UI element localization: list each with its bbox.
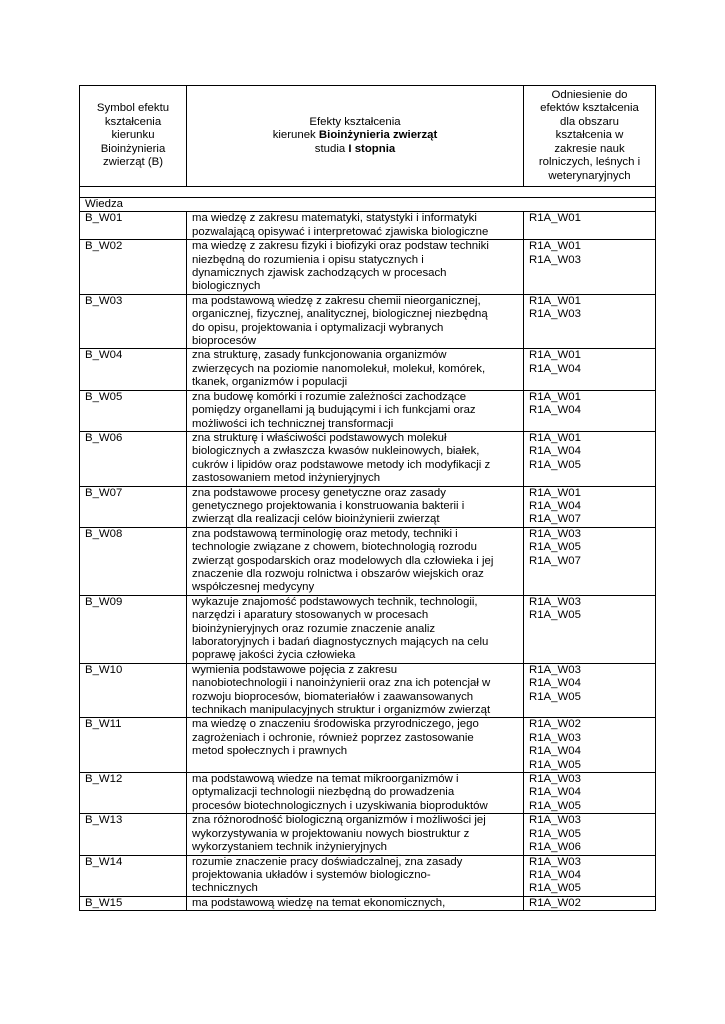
description-line: technikach manipulacyjnych struktur i organizmów zwierząt [192, 704, 491, 717]
description-line: optymalizacji technologii niezbędną do prowadzenia [192, 786, 455, 799]
reference-code: R1A_W03 [529, 663, 581, 676]
reference-code: R1A_W05 [529, 758, 581, 771]
outcome-code: B_W14 [80, 855, 187, 896]
description-line: nanobiotechnologii i nanoinżynierii oraz zna ich potencjał w [192, 677, 491, 690]
description-line: zna podstawową terminologię oraz metody, techniki i [192, 527, 458, 540]
table-row [80, 595, 656, 663]
description-line: niezbędną do rozumienia i opisu statycznych i [192, 253, 424, 266]
reference-code: R1A_W04 [529, 362, 581, 375]
reference-code: R1A_W05 [529, 458, 581, 471]
description-line: ma wiedzę z zakresu fizyki i biofizyki oraz podstaw techniki [192, 240, 489, 253]
description-line: organicznej, fizycznej, analitycznej, biologicznej niezbędną [192, 308, 488, 321]
description-line: ma podstawową wiedzę na temat ekonomicznych, [192, 896, 446, 909]
description-line: zagrożeniach i ochronie, również poprzez zastosowanie [192, 731, 474, 744]
table-row [80, 855, 656, 896]
outcome-code: B_W12 [80, 773, 187, 814]
effects-header-level [190, 143, 520, 156]
program-name: Bioinżynieria zwierząt [318, 129, 438, 142]
reference-code: R1A_W04 [529, 445, 581, 458]
description-line: rozwoju bioprocesów, biomateriałów i zaawansowanych [192, 690, 474, 703]
outcome-description [187, 855, 524, 896]
reference-code: R1A_W04 [529, 404, 581, 417]
outcome-description [187, 773, 524, 814]
reference-header-line: weterynaryjnych [548, 169, 631, 182]
reference-code: R1A_W02 [529, 896, 581, 909]
description-line: wymienia podstawowe pojęcia z zakresu [192, 663, 398, 676]
outcome-references [524, 595, 656, 663]
reference-header-line: zakresie nauk [554, 142, 625, 155]
description-line: procesów biotechnologicznych i uzyskiwania bioproduktów [192, 799, 488, 812]
reference-code: R1A_W04 [529, 786, 581, 799]
description-line: pozwalającą opisywać i interpretować zjawiska biologiczne [192, 225, 489, 238]
reference-code: R1A_W04 [529, 868, 581, 881]
reference-code: R1A_W05 [529, 609, 581, 622]
outcome-references [524, 663, 656, 718]
outcome-description [187, 663, 524, 718]
outcome-description [187, 212, 524, 240]
symbol-header-line: zwierząt (B) [102, 156, 164, 169]
description-line: zwierząt gospodarskich oraz modelowych dla człowieka i jej [192, 554, 494, 567]
table-row [80, 294, 656, 349]
reference-code: R1A_W01 [529, 486, 581, 499]
level-prefix: studia [314, 142, 349, 155]
outcome-references [524, 814, 656, 855]
reference-header-line: kształcenia w [555, 129, 624, 142]
table-row [80, 814, 656, 855]
symbol-column-header [80, 86, 187, 187]
header-row [80, 86, 656, 187]
outcome-references [524, 527, 656, 595]
table-row [80, 349, 656, 390]
table-row [80, 718, 656, 773]
outcome-references [524, 212, 656, 240]
reference-code: R1A_W03 [529, 814, 581, 827]
description-line: zna podstawowe procesy genetyczne oraz zasady [192, 486, 446, 499]
reference-code: R1A_W05 [529, 882, 581, 895]
reference-code: R1A_W03 [529, 308, 581, 321]
reference-header-line: dla obszaru [560, 115, 619, 128]
reference-code: R1A_W04 [529, 499, 581, 512]
table-row [80, 240, 656, 295]
reference-code: R1A_W07 [529, 554, 581, 567]
outcome-code: B_W10 [80, 663, 187, 718]
description-line: do opisu, projektowania i optymalizacji wybranych [192, 321, 444, 334]
outcome-code: B_W07 [80, 486, 187, 527]
outcome-references [524, 390, 656, 431]
reference-code: R1A_W01 [529, 212, 581, 225]
description-line: poprawę jakości życia człowieka [192, 649, 356, 662]
table-body [80, 187, 656, 911]
description-line: zna różnorodność biologiczną organizmów i możliwości jej [192, 814, 486, 827]
outcome-code: B_W05 [80, 390, 187, 431]
table-row [80, 663, 656, 718]
spacer-cell [80, 187, 656, 198]
outcome-description [187, 349, 524, 390]
symbol-header-line: kształcenia [104, 115, 162, 128]
description-line: metod społecznych i prawnych [192, 745, 348, 758]
outcome-references [524, 431, 656, 486]
description-line: rozumie znaczenie pracy doświadczalnej, zna zasady [192, 855, 463, 868]
outcome-references [524, 896, 656, 910]
outcome-description [187, 240, 524, 295]
symbol-header-line: Symbol efektu [96, 102, 170, 115]
reference-header-line: efektów kształcenia [540, 102, 639, 115]
description-line: tkanek, organizmów i populacji [192, 376, 348, 389]
description-line: możliwości ich technicznej transformacji [192, 417, 394, 430]
outcome-references [524, 240, 656, 295]
outcome-references [524, 349, 656, 390]
reference-code: R1A_W01 [529, 294, 581, 307]
description-line: wykorzystaniem technik inżynieryjnych [192, 841, 387, 854]
description-line: znaczenie dla rozwoju rolnictwa i obszarów wiejskich oraz [192, 567, 484, 580]
description-line: zastosowaniem metod inżynieryjnych [192, 472, 381, 485]
outcome-references [524, 855, 656, 896]
description-line: pomiędzy organellami ją budującymi i ich funkcjami oraz [192, 404, 476, 417]
outcome-description [187, 896, 524, 910]
outcome-description [187, 814, 524, 855]
effects-header-title: Efekty kształcenia [309, 115, 401, 128]
outcome-code: B_W03 [80, 294, 187, 349]
section-title: Wiedza [80, 198, 656, 212]
outcome-references [524, 773, 656, 814]
outcome-references [524, 294, 656, 349]
description-line: zwierzęcych na poziomie nanomolekuł, molekuł, komórek, [192, 362, 486, 375]
reference-header-line: rolniczych, leśnych i [538, 156, 641, 169]
description-line: biologicznych [192, 280, 261, 293]
outcome-code: B_W08 [80, 527, 187, 595]
description-line: wykorzystywania w projektowaniu nowych biostruktur z [192, 827, 470, 840]
reference-code: R1A_W03 [529, 595, 581, 608]
description-line: technicznych [192, 882, 258, 895]
description-line: genetycznego projektowania i konstruowania bakterii i [192, 499, 465, 512]
reference-code: R1A_W01 [529, 240, 581, 253]
symbol-header-line: kierunku [111, 129, 155, 142]
reference-code: R1A_W04 [529, 745, 581, 758]
level-name: I stopnia [348, 142, 396, 155]
table-row [80, 527, 656, 595]
description-line: bioprocesów [192, 335, 256, 348]
reference-header-line: Odniesienie do [551, 89, 628, 102]
reference-code: R1A_W05 [529, 541, 581, 554]
outcome-code: B_W02 [80, 240, 187, 295]
description-line: współczesnej medycyny [192, 581, 315, 594]
table-row [80, 390, 656, 431]
spacer-row [80, 187, 656, 198]
table-row [80, 773, 656, 814]
reference-code: R1A_W03 [529, 253, 581, 266]
outcome-references [524, 486, 656, 527]
reference-code: R1A_W04 [529, 677, 581, 690]
reference-column-header [524, 86, 656, 187]
description-line: ma podstawową wiedzę z zakresu chemii nieorganicznej, [192, 294, 481, 307]
description-line: zna strukturę i właściwości podstawowych molekuł [192, 431, 447, 444]
outcome-description [187, 527, 524, 595]
outcome-description [187, 294, 524, 349]
outcome-code: B_W01 [80, 212, 187, 240]
reference-code: R1A_W06 [529, 841, 581, 854]
outcome-description [187, 718, 524, 773]
program-prefix: kierunek [272, 129, 319, 142]
outcome-code: B_W06 [80, 431, 187, 486]
reference-code: R1A_W07 [529, 513, 581, 526]
description-line: bioinżynieryjnych oraz rozumie znaczenie analiz [192, 622, 436, 635]
description-line: zna budowę komórki i rozumie zależności zachodzące [192, 390, 467, 403]
reference-code: R1A_W03 [529, 731, 581, 744]
reference-code: R1A_W01 [529, 431, 581, 444]
outcome-code: B_W11 [80, 718, 187, 773]
outcome-code: B_W15 [80, 896, 187, 910]
description-line: narzędzi i aparatury stosowanych w procesach [192, 609, 429, 622]
section-row [80, 198, 656, 212]
effects-header-program [190, 129, 520, 142]
description-line: wykazuje znajomość podstawowych technik, technologii, [192, 595, 478, 608]
description-line: ma wiedzę o znaczeniu środowiska przyrodniczego, jego [192, 718, 479, 731]
description-line: zna strukturę, zasady funkcjonowania organizmów [192, 349, 447, 362]
description-line: dynamicznych zjawisk zachodzących w procesach [192, 267, 447, 280]
outcome-code: B_W04 [80, 349, 187, 390]
reference-code: R1A_W03 [529, 773, 581, 786]
reference-code: R1A_W03 [529, 527, 581, 540]
outcome-description [187, 595, 524, 663]
description-line: projektowania układów i systemów biologiczno- [192, 868, 431, 881]
description-line: technologie związane z chowem, biotechnologią rozrodu [192, 541, 477, 554]
reference-code: R1A_W02 [529, 718, 581, 731]
symbol-header-line: Bioinżynieria [100, 142, 166, 155]
learning-outcomes-table [79, 85, 656, 911]
outcome-code: B_W09 [80, 595, 187, 663]
outcome-code: B_W13 [80, 814, 187, 855]
reference-code: R1A_W01 [529, 349, 581, 362]
outcome-description [187, 390, 524, 431]
outcome-references [524, 718, 656, 773]
reference-code: R1A_W05 [529, 690, 581, 703]
description-line: ma podstawową wiedze na temat mikroorganizmów i [192, 773, 459, 786]
reference-code: R1A_W01 [529, 390, 581, 403]
description-line: laboratoryjnych i badań diagnostycznych mających na celu [192, 636, 489, 648]
description-line: ma wiedzę z zakresu matematyki, statystyki i informatyki [192, 212, 477, 225]
reference-code: R1A_W05 [529, 827, 581, 840]
outcome-description [187, 431, 524, 486]
outcome-description [187, 486, 524, 527]
description-line: cukrów i lipidów oraz podstawowe metody ich modyfikacji z [192, 458, 491, 471]
table-row [80, 896, 656, 910]
table-row [80, 486, 656, 527]
table-row [80, 431, 656, 486]
table-row [80, 212, 656, 240]
effects-column-header [187, 86, 524, 187]
description-line: zwierząt dla realizacji celów bioinżynierii zwierząt [192, 513, 440, 526]
reference-code: R1A_W03 [529, 855, 581, 868]
description-line: biologicznych a zwłaszcza kwasów nukleinowych, białek, [192, 445, 480, 458]
reference-code: R1A_W05 [529, 799, 581, 812]
